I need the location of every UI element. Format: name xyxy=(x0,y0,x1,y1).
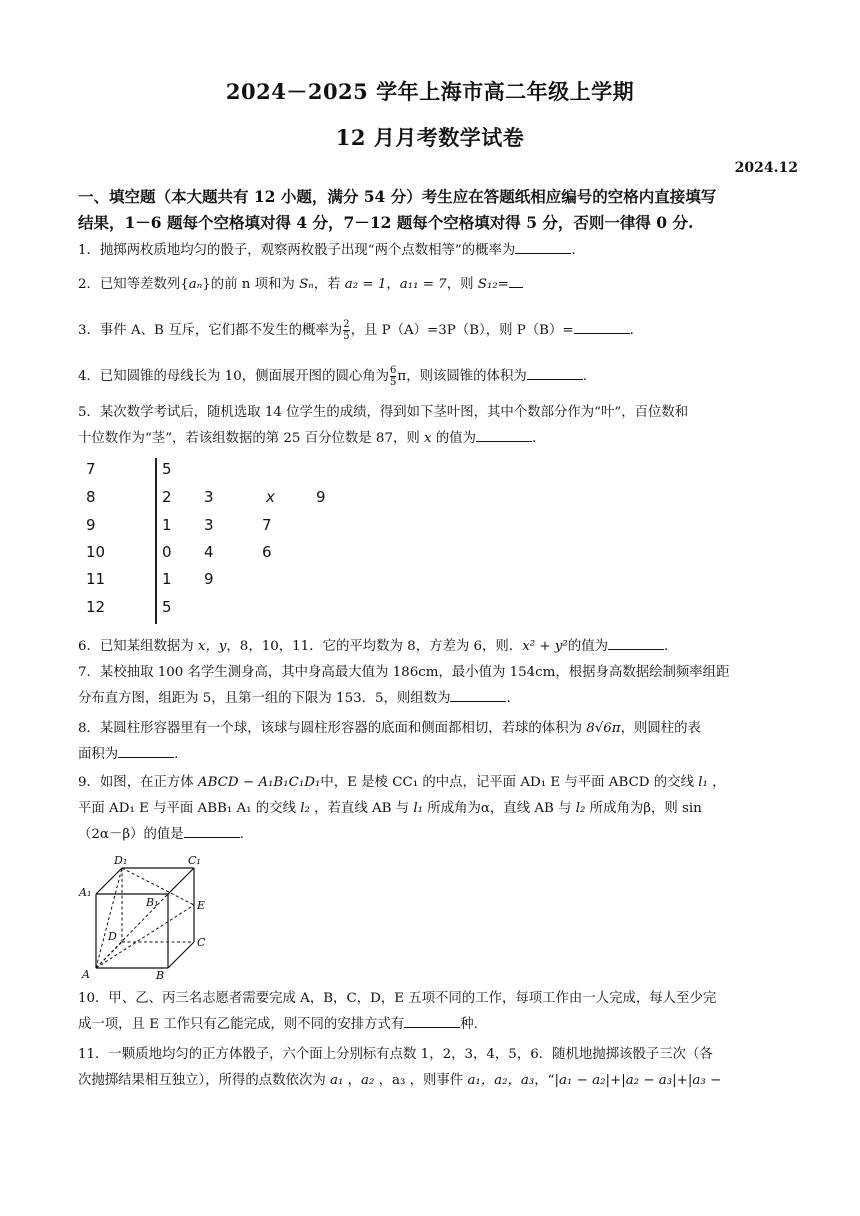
question-8-line1 xyxy=(78,716,798,742)
q9-text-h: （2α－β）的值是 xyxy=(78,827,184,842)
q5-x: x xyxy=(424,431,432,446)
q10-text: 成一项，且 E 工作只有乙能完成，则不同的安排方式有 xyxy=(78,1017,405,1032)
q3-frac-num: 2 xyxy=(343,319,350,330)
leaf-value: 2 xyxy=(162,488,172,506)
q11-sep1: ， xyxy=(343,1073,361,1088)
q5-text-b: 的值为 xyxy=(431,431,476,446)
question-9-line2 xyxy=(78,796,798,822)
label-c: C xyxy=(197,936,206,949)
q9-text-d: 平面 AD₁ E 与平面 ABB₁ A₁ 的交线 xyxy=(78,801,301,816)
q4-text-b: ，则该圆锥的体积为 xyxy=(406,369,527,384)
question-5-line1: 5．某次数学考试后，随机选取 14 位学生的成绩，得到如下茎叶图，其中个数部分作为“叶”，百位数和 xyxy=(78,405,689,420)
stem-value: 7 xyxy=(86,460,96,478)
exam-title-line2: 12 月月考数学试卷 xyxy=(335,125,525,150)
answer-blank xyxy=(404,1013,460,1028)
answer-blank xyxy=(527,365,583,380)
line-ad1 xyxy=(96,868,122,968)
q3-end: . xyxy=(629,323,634,338)
q3-text-a: 3．事件 A、B 互斥，它们都不发生的概率为 xyxy=(78,323,343,338)
q9-text-c: ， xyxy=(707,775,726,790)
q9-text-a: 9．如图，在正方体 xyxy=(78,775,198,790)
leaf-value: 5 xyxy=(162,460,172,478)
q11-a1: a₁ xyxy=(329,1073,344,1088)
answer-blank xyxy=(515,239,571,254)
leaf-value: 1 xyxy=(162,570,172,588)
q9-cube-name: ABCD − A₁B₁C₁D₁ xyxy=(197,775,321,790)
q8-end: . xyxy=(174,747,179,762)
q6-expr: x² + y² xyxy=(522,639,568,654)
question-2 xyxy=(78,272,798,298)
edge-a1d1 xyxy=(96,868,122,894)
q10-end: 种. xyxy=(460,1017,478,1032)
question-8-line2 xyxy=(78,742,798,768)
stem-value: 8 xyxy=(86,488,96,506)
q2-cond1: a₂ = 1 xyxy=(344,277,387,292)
label-e: E xyxy=(197,899,206,912)
question-1 xyxy=(78,238,798,264)
q9-l2: l₂ xyxy=(300,801,310,816)
question-7-line1: 7．某校抽取 100 名学生测身高，其中身高最大值为 186cm，最小值为 154cm，根据身高数据绘制频率组距 xyxy=(78,665,730,680)
q3-text-b: ，且 P（A）=3P（B），则 P（B）= xyxy=(350,323,574,338)
edge-b1c1 xyxy=(168,868,194,894)
q6-text-a: 6．已知某组数据为 xyxy=(78,639,198,654)
q9-text-g: 所成角为β，则 sin xyxy=(585,801,702,816)
question-10-line2 xyxy=(78,1012,798,1038)
answer-blank xyxy=(184,823,240,838)
question-9-line1 xyxy=(78,770,798,796)
q5-end: . xyxy=(532,431,537,446)
label-a: A xyxy=(82,968,90,980)
q11-sep2: ，a₃ ，则事件 xyxy=(374,1073,468,1088)
q5-text-a: 十位数作为“茎”，若该组数据的第 25 百分位数是 87，则 xyxy=(78,431,424,446)
stem-value: 9 xyxy=(86,516,96,534)
question-11-line1: 11．一颗质地均匀的正方体骰子，六个面上分别标有点数 1，2，3，4，5，6．随机地抛掷该骰子三次（各 xyxy=(78,1047,713,1062)
q2-an: aₙ xyxy=(188,277,203,292)
q8-volume: 8√6π xyxy=(586,721,621,736)
q6-end: . xyxy=(663,639,669,654)
q8-text-a: 8．某圆柱形容器里有一个球，该球与圆柱形容器的底面和侧面都相切，若球的体积为 xyxy=(78,721,587,736)
question-5-line2 xyxy=(78,426,798,452)
q4-frac-num: 6 xyxy=(390,365,397,376)
answer-blank xyxy=(450,687,506,702)
question-3 xyxy=(78,318,798,344)
question-6 xyxy=(78,634,798,660)
q11-text-a: 次抛掷结果相互独立），所得的点数依次为 xyxy=(78,1073,330,1088)
label-b1: B₁ xyxy=(146,896,159,909)
q11-seq: a₁，a₂，a₃ xyxy=(467,1073,535,1088)
leaf-value-unknown: x xyxy=(266,488,275,506)
q9-text-b: 中，E 是棱 CC₁ 的中点，记平面 AD₁ E 与平面 ABCD 的交线 xyxy=(320,775,699,790)
q4-end: . xyxy=(582,369,587,384)
stem-value: 12 xyxy=(86,598,106,616)
q2-s12: S₁₂= xyxy=(477,277,509,292)
q2-text-e: ，则 xyxy=(446,277,478,292)
answer-blank xyxy=(476,427,532,442)
q6-text-b: ，8，10，11．它的平均数为 8，方差为 6，则． xyxy=(226,639,523,654)
q2-cond2: a₁₁ = 7 xyxy=(399,277,447,292)
q8-text-b: ，则圆柱的表 xyxy=(620,721,701,736)
q9-text-e: ，若直线 AB 与 xyxy=(309,801,414,816)
question-4 xyxy=(78,364,798,390)
stem-value: 11 xyxy=(86,570,106,588)
q2-text-c: ，若 xyxy=(313,277,345,292)
answer-blank xyxy=(509,273,523,288)
q9-end: . xyxy=(239,827,244,842)
answer-blank xyxy=(118,743,174,758)
leaf-value: 5 xyxy=(162,598,172,616)
edge-bc xyxy=(168,942,194,968)
question-7-line2 xyxy=(78,686,798,712)
q4-text-a: 4．已知圆锥的母线长为 10，侧面展开图的圆心角为 xyxy=(78,369,390,384)
q2-text-d: ， xyxy=(386,277,400,292)
stem-leaf-plot xyxy=(86,458,346,626)
leaf-value: 9 xyxy=(204,570,214,588)
q4-pi: π xyxy=(397,369,407,384)
label-c1: C₁ xyxy=(188,854,201,867)
q3-frac-den: 5 xyxy=(343,331,350,342)
leaf-value: 0 xyxy=(162,543,172,561)
q4-frac-den: 5 xyxy=(390,377,397,388)
cube-figure xyxy=(78,854,218,980)
q2-text-b: }的前 n 项和为 xyxy=(202,277,300,292)
q3-fraction xyxy=(343,319,349,342)
q9-l1: l₁ xyxy=(698,775,708,790)
leaf-value: 3 xyxy=(204,516,214,534)
q11-text-b: ，“ xyxy=(534,1073,555,1088)
leaf-value: 1 xyxy=(162,516,172,534)
q6-xy: x，y xyxy=(197,639,227,654)
q7-text: 分布直方图，组距为 5，且第一组的下限为 153．5，则组数为 xyxy=(78,691,451,706)
question-10-line1: 10．甲、乙、丙三名志愿者需要完成 A，B，C，D，E 五项不同的工作，每项工作由一人完成，每人至少完 xyxy=(78,991,717,1006)
exam-date: 2024.12 xyxy=(734,160,798,176)
question-9-line3 xyxy=(78,822,798,848)
label-d1: D₁ xyxy=(114,854,128,867)
section-heading-line2: 结果，1－6 题每个空格填对得 4 分，7－12 题每个空格填对得 5 分，否则一律得 0 分. xyxy=(78,213,694,232)
section-heading-line1: 一、填空题（本大题共有 12 小题，满分 54 分）考生应在答题纸相应编号的空格内直接填写 xyxy=(78,187,717,206)
leaf-value: 4 xyxy=(204,543,214,561)
label-b: B xyxy=(156,969,165,980)
stem-value: 10 xyxy=(86,543,106,561)
label-a1: A₁ xyxy=(79,886,92,899)
leaf-value: 9 xyxy=(316,488,326,506)
leaf-value: 3 xyxy=(204,488,214,506)
answer-blank xyxy=(608,635,664,650)
label-d: D xyxy=(108,930,117,943)
question-1-end: . xyxy=(571,243,576,258)
question-1-text: 1．抛掷两枚质地均匀的骰子，观察两枚骰子出现“两个点数相等”的概率为 xyxy=(78,243,516,258)
q9-l1-ref: l₁ xyxy=(413,801,424,816)
leaf-value: 7 xyxy=(262,516,272,534)
q7-end: . xyxy=(506,691,511,706)
q11-expr: |a₁ − a₂|+|a₂ − a₃|+|a₃ − xyxy=(554,1073,722,1088)
q2-sn: Sₙ xyxy=(299,277,314,292)
question-11-line2 xyxy=(78,1068,798,1094)
stem-leaf-divider xyxy=(155,458,157,624)
q4-fraction xyxy=(390,365,396,388)
answer-blank xyxy=(574,319,630,334)
q9-l2-ref: l₂ xyxy=(575,801,586,816)
q11-a2: a₂ xyxy=(361,1073,375,1088)
leaf-value: 6 xyxy=(262,543,272,561)
q8-text-c: 面积为 xyxy=(78,747,119,762)
exam-title-line1: 2024－2025 学年上海市高二年级上学期 xyxy=(225,79,635,104)
q9-text-f: 所成角为α，直线 AB 与 xyxy=(423,801,576,816)
q6-text-c: 的值为 xyxy=(567,639,608,654)
q2-text-a: 2．已知等差数列{ xyxy=(78,277,189,292)
